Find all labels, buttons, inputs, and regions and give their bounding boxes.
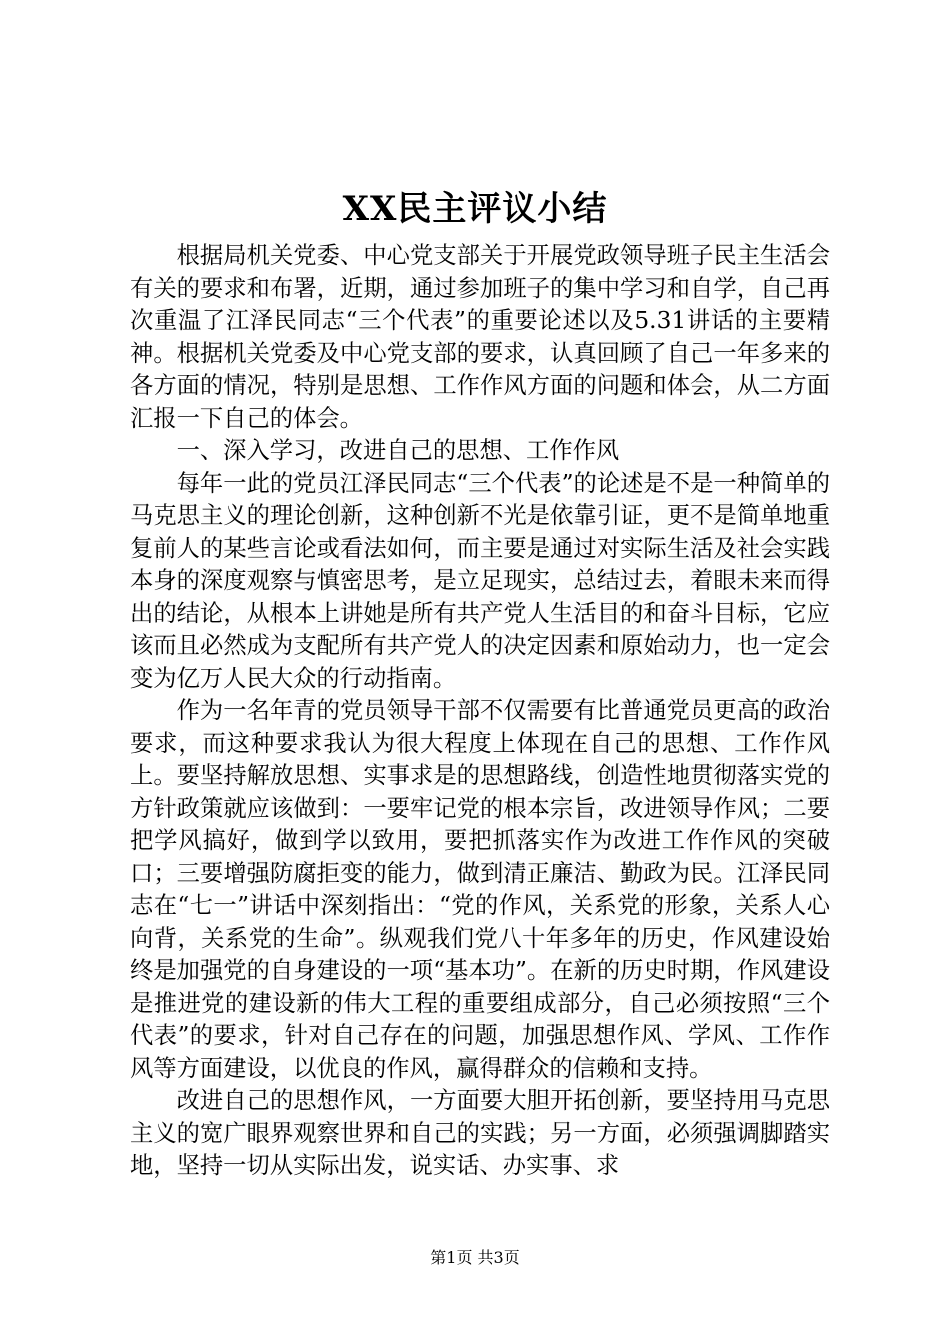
body-paragraph: 作为一名年青的党员领导干部不仅需要有比普通党员更高的政治要求，而这种要求我认为很大程度上体现在自己的思想、工作作风上。要坚持解放思想、实事求是的思想路线，创造性地贯彻落实党的方针政策就应该做到：一要牢记党的根本宗旨，改进领导作风；二要把学风搞好，做到学以致用，要把抓落实作为改进工作作风的突破口；三要增强防腐拒变的能力，做到清正廉洁、勤政为民。江泽民同志在“七一”讲话中深刻指出：“党的作风，关系党的形象，关系人心向背，关系党的生命”。纵观我们党八十年多年的历史，作风建设始终是加强党的自身建设的一项“基本功”。在新的历史时期，作风建设是推进党的建设新的伟大工程的重要组成部分，自己必须按照“三个代表”的要求，针对自己存在的问题，加强思想作风、学风、工作作风等方面建设，以优良的作风，赢得群众的信赖和支持。 [130,697,830,1082]
document-body [130,240,830,1183]
body-paragraph: 根据局机关党委、中心党支部关于开展党政领导班子民主生活会有关的要求和布署，近期，通过参加班子的集中学习和自学，自己再次重温了江泽民同志“三个代表”的重要论述以及5.31讲话的主要精神。根据机关党委及中心党支部的要求，认真回顾了自己一年多来的各方面的情况，特别是思想、工作作风方面的问题和体会，从二方面汇报一下自己的体会。 [130,242,830,432]
body-paragraph: 改进自己的思想作风，一方面要大胆开拓创新，要坚持用马克思主义的宽广眼界观察世界和自己的实践；另一方面，必须强调脚踏实地，坚持一切从实际出发，说实话、办实事、求 [130,1087,830,1179]
body-paragraph: 每年一此的党员江泽民同志“三个代表”的论述是不是一种简单的马克思主义的理论创新，这种创新不光是依靠引证，更不是简单地重复前人的某些言论或看法如何，而主要是通过对实际生活及社会实践本身的深度观察与慎密思考，是立足现实，总结过去，着眼未来而得出的结论，从根本上讲她是所有共产党人生活目的和奋斗目标，它应该而且必然成为支配所有共产党人的决定因素和原始动力，也一定会变为亿万人民大众的行动指南。 [130,469,830,692]
document-title: XX民主评议小结 [342,189,608,229]
section-heading: 一、深入学习，改进自己的思想、工作作风 [176,437,620,464]
page-number-footer: 第1页 共3页 [430,1248,520,1267]
